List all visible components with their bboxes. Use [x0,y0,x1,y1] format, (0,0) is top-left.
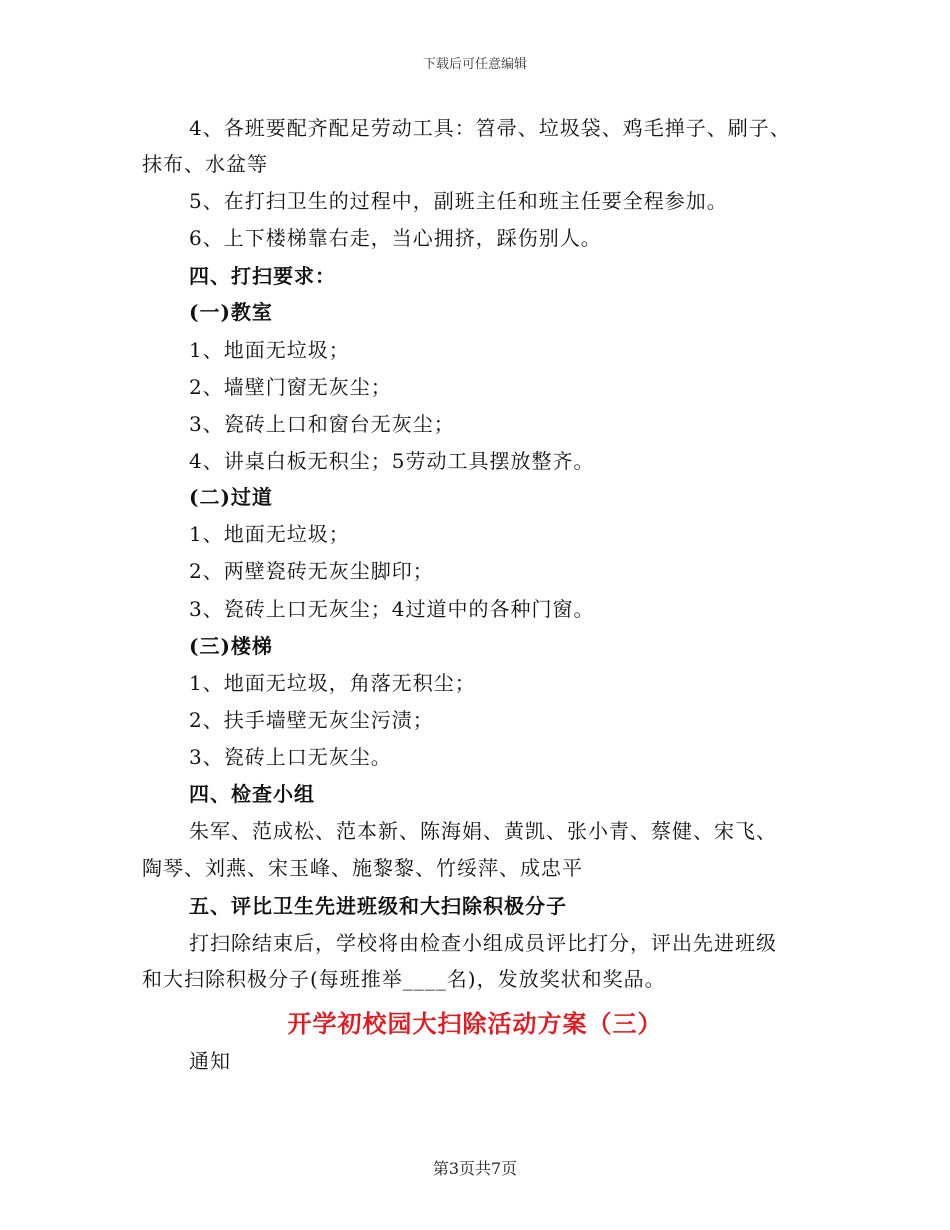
list-item-continuation: 抹布、水盆等 [142,152,268,176]
list-item: 2、两壁瓷砖无灰尘脚印； [189,559,434,583]
list-item: 1、地面无垃圾； [189,522,350,546]
list-item: 2、扶手墙壁无灰尘污渍； [189,708,434,732]
list-item: 2、墙壁门窗无灰尘； [189,375,392,399]
paragraph-line: 打扫除结束后，学校将由检查小组成员评比打分，评出先进班级 [189,931,777,955]
section-heading: 四、打扫要求： [189,264,336,288]
subsection-heading: (一)教室 [189,300,273,324]
list-item: 3、瓷砖上口和窗台无灰尘； [189,412,455,436]
document-section-title: 开学初校园大扫除活动方案（三） [287,1009,663,1038]
section-heading: 五、评比卫生先进班级和大扫除积极分子 [189,894,567,918]
paragraph-line: 陶琴、刘燕、宋玉峰、施黎黎、竹绥萍、成忠平 [142,856,583,880]
paragraph-line: 和大扫除积极分子(每班推举____名)，发放奖状和奖品。 [142,967,666,991]
list-item: 4、各班要配齐配足劳动工具：笤帚、垃圾袋、鸡毛掸子、刷子、 [189,116,791,140]
list-item: 6、上下楼梯靠右走，当心拥挤，踩伤别人。 [189,226,602,250]
paragraph-line: 朱军、范成松、范本新、陈海娟、黄凯、张小青、蔡健、宋飞、 [189,819,777,843]
page-number-footer: 第3页共7页 [432,1159,518,1178]
list-item: 3、瓷砖上口无灰尘。 [189,745,392,769]
subsection-heading: (二)过道 [189,485,273,509]
subsection-heading: (三)楼梯 [189,634,273,658]
list-item: 1、地面无垃圾，角落无积尘； [189,671,476,695]
list-item: 1、地面无垃圾； [189,338,350,362]
section-heading: 四、检查小组 [189,782,315,806]
paragraph-line: 通知 [189,1049,231,1073]
list-item: 4、讲桌白板无积尘；5劳动工具摆放整齐。 [189,449,595,473]
page-header-note: 下载后可任意编辑 [422,57,527,72]
list-item: 5、在打扫卫生的过程中，副班主任和班主任要全程参加。 [189,189,728,213]
list-item: 3、瓷砖上口无灰尘；4过道中的各种门窗。 [189,597,595,621]
